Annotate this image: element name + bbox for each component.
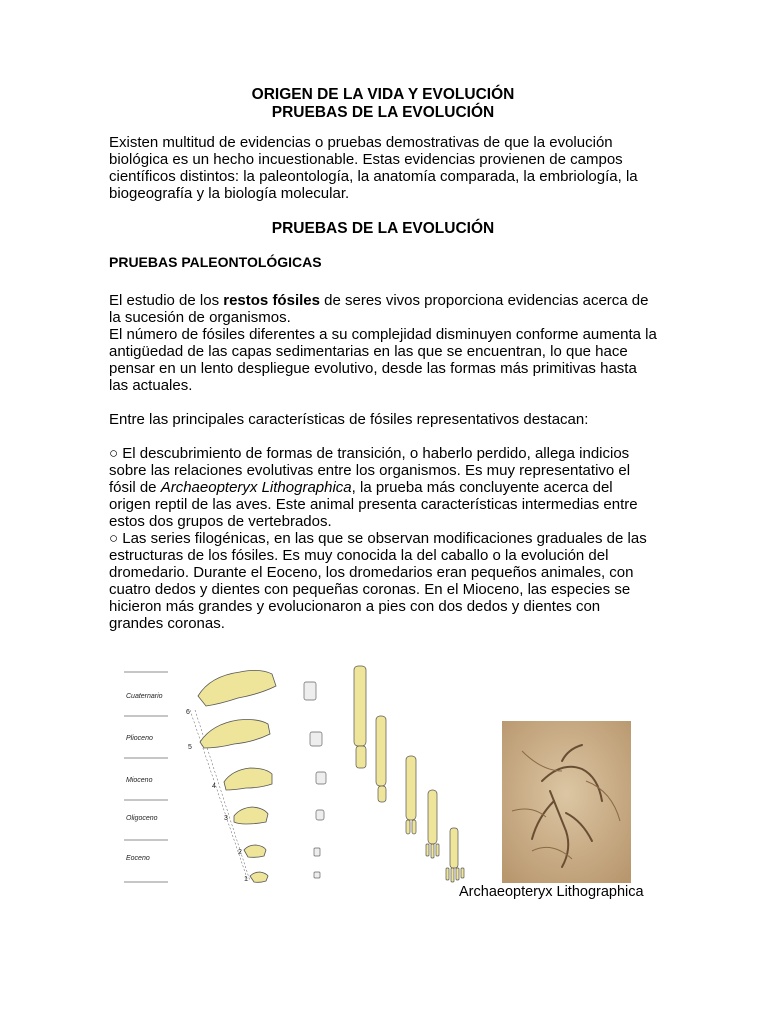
era-label-oligoceno: Oligoceno xyxy=(126,815,158,822)
paragraph-fossils xyxy=(109,292,657,326)
paragraph-fossils-start: El estudio de los xyxy=(109,292,224,309)
stage-number-2: 2 xyxy=(238,849,242,856)
bullet-transition-start: ○ El descubrimiento de formas de transición, o haberlo perdido, allega indicios sobre las relaciones evolutivas entre los organismos. Es muy representativo el fósil de xyxy=(109,445,631,496)
spacer xyxy=(109,394,657,411)
bullet-transition-end: , la prueba más concluyente acerca del origen reptil de las aves. Este animal presenta características intermedias entre estos dos grupos de vertebrados. xyxy=(109,479,638,530)
era-label-eoceno: Eoceno xyxy=(126,855,150,862)
archaeopteryx-term: Archaeopteryx Lithographica xyxy=(160,479,352,496)
bullet-transition-forms xyxy=(109,445,657,530)
spacer xyxy=(109,428,657,445)
paragraph-sediment: El número de fósiles diferentes a su complejidad disminuyen conforme aumenta la antigüedad de las capas sedimentarias en las que se encuentran, lo que hace pensar en un lento despliegue evolutivo, desde las formas más primitivas hasta las actuales. xyxy=(109,326,657,394)
skull-stage-1 xyxy=(250,872,268,882)
bullet-phylogenetic-series: ○ Las series filogénicas, en las que se observan modificaciones graduales de las estructuras de los fósiles. Es muy conocida la del caballo o la evolución del dromedario. Durante el Eoceno, los dromedarios eran pequeños animales, con cuatro dedos y dientes con pequeñas coronas. En el Mioceno, las especies se hicieron más grandes y evolucionaron a pies con dos dedos y dientes con grandes coronas. xyxy=(109,530,647,632)
limb-stage-2 xyxy=(450,828,458,868)
skull-stage-6 xyxy=(198,670,276,706)
limb-stage-4 xyxy=(406,756,416,820)
skull-stage-4 xyxy=(224,768,272,790)
skull-stage-3 xyxy=(234,807,268,824)
intro-paragraph: Existen multitud de evidencias o pruebas demostrativas de que la evolución biológica es un hecho incuestionable. Estas evidencias provienen de campos científicos distintos: la paleontología, la anatomía comparada, la embriología, la biogeografía y la biología molecular. xyxy=(109,134,638,202)
limb-stage-5 xyxy=(376,716,386,786)
paragraph-fossils-end: de seres vivos proporciona evidencias acerca de la sucesión de organismos. xyxy=(109,292,649,326)
skull-stage-5 xyxy=(200,720,270,749)
figure-caption: Archaeopteryx Lithographica xyxy=(459,884,644,900)
stage-number-5: 5 xyxy=(188,744,192,751)
subsection-heading: PRUEBAS PALEONTOLÓGICAS xyxy=(109,254,322,270)
horse-evolution-figure xyxy=(120,660,472,892)
era-label-mioceno: Mioceno xyxy=(126,777,153,784)
fossil-remains-term: restos fósiles xyxy=(223,292,320,309)
stage-number-1: 1 xyxy=(244,876,248,883)
limb-stage-3 xyxy=(428,790,437,844)
paragraph-characteristics: Entre las principales características de fósiles representativos destacan: xyxy=(109,411,589,428)
archaeopteryx-fossil-image xyxy=(502,721,631,883)
document-subtitle: PRUEBAS DE LA EVOLUCIÓN xyxy=(271,104,495,121)
section-heading: PRUEBAS DE LA EVOLUCIÓN xyxy=(271,220,495,237)
stage-number-3: 3 xyxy=(224,815,228,822)
stage-number-4: 4 xyxy=(212,783,216,790)
document-body xyxy=(109,86,657,632)
document-title: ORIGEN DE LA VIDA Y EVOLUCIÓN xyxy=(251,86,515,103)
era-label-cuaternario: Cuaternario xyxy=(126,693,163,700)
stage-number-6: 6 xyxy=(186,709,190,716)
limb-stage-6 xyxy=(354,666,366,746)
era-label-plioceno: Plioceno xyxy=(126,735,153,742)
skull-stage-2 xyxy=(244,845,266,857)
